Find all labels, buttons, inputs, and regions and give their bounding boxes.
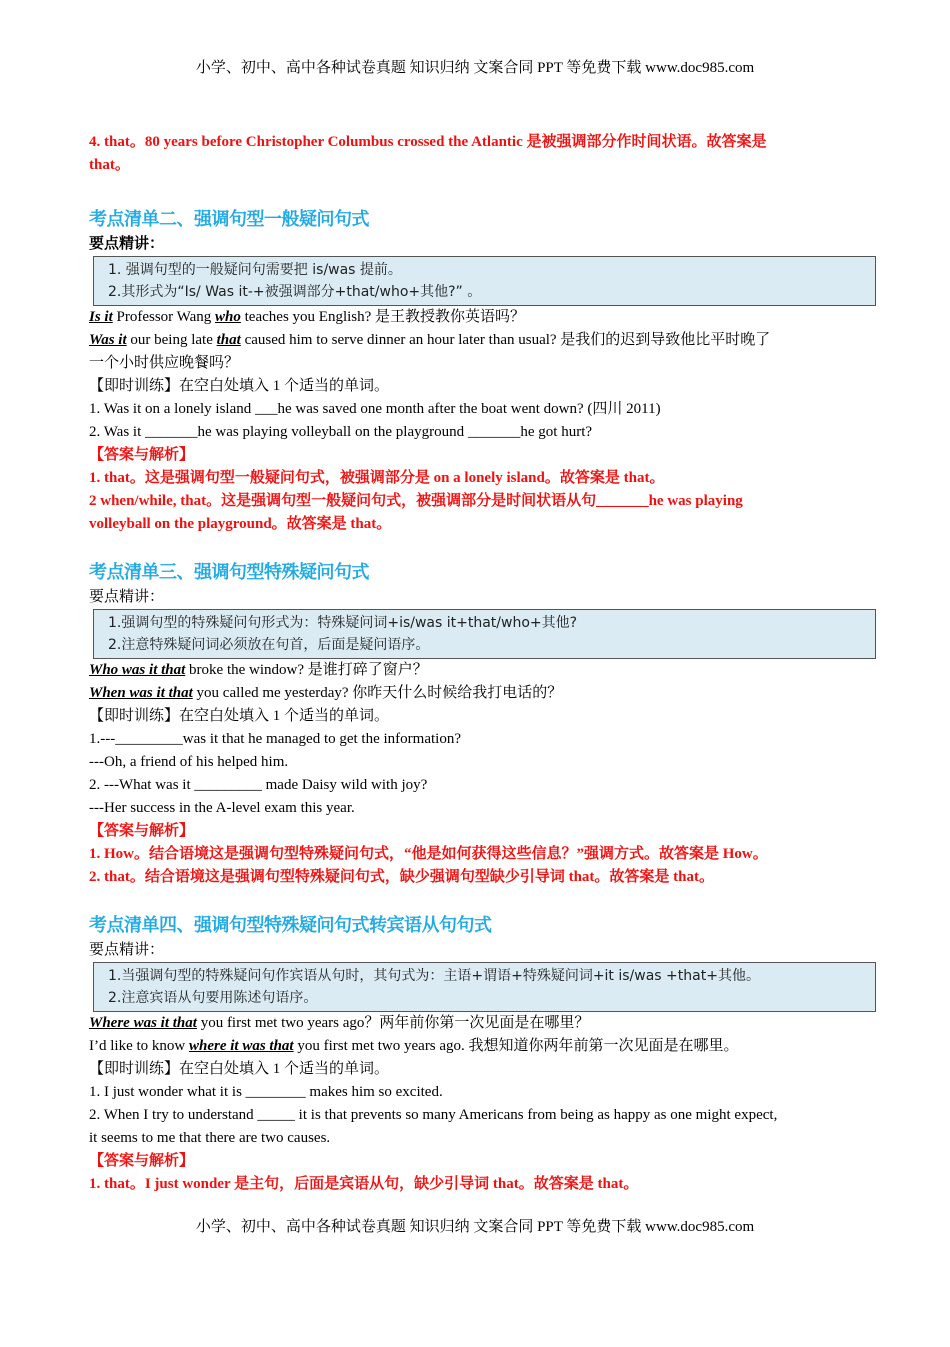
page-footer: 小学、初中、高中各种试卷真题 知识归纳 文案合同 PPT 等免费下载 www.doc985.com bbox=[195, 1219, 755, 1235]
section-2-note-box bbox=[93, 256, 876, 306]
section-2-heading: 考点清单二、强调句型一般疑问句式 bbox=[89, 209, 369, 230]
section-4-heading: 考点清单四、强调句型特殊疑问句式转宾语从句句式 bbox=[89, 915, 492, 936]
emphasis-key: Where was it that bbox=[89, 1015, 197, 1031]
note-item: 1. 强调句型的一般疑问句需要把 is/was 提前。 bbox=[108, 262, 402, 278]
example-text: I’d like to know bbox=[89, 1038, 189, 1054]
answer-item: volleyball on the playground。故答案是 that。 bbox=[89, 516, 392, 532]
section-3-subheading: 要点精讲： bbox=[89, 589, 165, 605]
answer-item: 1. How。结合语境这是强调句型特殊疑问句式，“他是如何获得这些信息？”强调方式。故答案是 How。 bbox=[89, 846, 768, 862]
answer-title: 【答案与解析】 bbox=[89, 447, 195, 463]
practice-question: 1. Was it on a lonely island ___he was saved one month after the boat went down? (四川 2011) bbox=[89, 401, 661, 417]
example-sentence bbox=[89, 659, 879, 682]
answer-title: 【答案与解析】 bbox=[89, 1153, 195, 1169]
practice-title: 【即时训练】在空白处填入 1 个适当的单词。 bbox=[89, 708, 390, 724]
note-item: 1.当强调句型的特殊疑问句作宾语从句时，其句式为：主语+谓语+特殊疑问词+it is/was +that+其他。 bbox=[108, 968, 760, 984]
example-sentence-cont: 一个小时供应晚餐吗？ bbox=[89, 355, 240, 371]
example-text: you called me yesterday? 你昨天什么时候给我打电话的？ bbox=[192, 685, 563, 701]
example-text: you first met two years ago. 我想知道你两年前第一次见面是在哪里。 bbox=[293, 1038, 739, 1054]
example-sentence bbox=[89, 1035, 879, 1058]
example-text: broke the window? 是谁打碎了窗户？ bbox=[185, 662, 428, 678]
example-sentence bbox=[89, 682, 879, 705]
emphasis-key: who bbox=[215, 309, 241, 325]
note-item: 2.注意特殊疑问词必须放在句首，后面是疑问语序。 bbox=[108, 637, 430, 653]
prev-answer-line-2: that。 bbox=[89, 157, 130, 173]
emphasis-key: Is it bbox=[89, 309, 113, 325]
answer-item: 2. that。结合语境这是强调句型特殊疑问句式，缺少强调句型缺少引导词 that。故答案是 that。 bbox=[89, 869, 715, 885]
section-4-subheading: 要点精讲： bbox=[89, 942, 165, 958]
document-body bbox=[89, 131, 879, 1196]
practice-question: 2. When I try to understand _____ it is that prevents so many Americans from being as happy as one might expect, bbox=[89, 1107, 778, 1123]
emphasis-key: When was it that bbox=[89, 685, 193, 701]
practice-question: ---Oh, a friend of his helped him. bbox=[89, 754, 289, 770]
note-item: 2.注意宾语从句要用陈述句语序。 bbox=[108, 990, 318, 1006]
answer-item: 2 when/while, that。这是强调句型一般疑问句式，被强调部分是时间状语从句_______he was playing bbox=[89, 493, 743, 509]
practice-question: it seems to me that there are two causes. bbox=[89, 1130, 331, 1146]
practice-question: 2. Was it _______he was playing volleyball on the playground _______he got hurt? bbox=[89, 424, 593, 440]
example-text: teaches you English? 是王教授教你英语吗？ bbox=[240, 309, 526, 325]
page-header: 小学、初中、高中各种试卷真题 知识归纳 文案合同 PPT 等免费下载 www.doc985.com bbox=[195, 60, 755, 76]
practice-question: 1.---_________was it that he managed to get the information? bbox=[89, 731, 461, 747]
practice-question: 2. ---What was it _________ made Daisy wild with joy? bbox=[89, 777, 428, 793]
practice-question: ---Her success in the A-level exam this year. bbox=[89, 800, 355, 816]
example-text: Professor Wang bbox=[112, 309, 216, 325]
emphasis-key: Was it bbox=[89, 332, 127, 348]
emphasis-key: that bbox=[216, 332, 241, 348]
section-3-note-box bbox=[93, 609, 876, 659]
example-text: our being late bbox=[126, 332, 217, 348]
prev-answer-line-1: 4. that。80 years before Christopher Columbus crossed the Atlantic 是被强调部分作时间状语。故答案是 bbox=[89, 134, 767, 150]
answer-item: 1. that。这是强调句型一般疑问句式，被强调部分是 on a lonely island。故答案是 that。 bbox=[89, 470, 665, 486]
example-sentence bbox=[89, 306, 879, 329]
section-3-heading: 考点清单三、强调句型特殊疑问句式 bbox=[89, 562, 369, 583]
note-item: 2.其形式为“Is/ Was it-+被强调部分+that/who+其他?” 。 bbox=[108, 284, 482, 300]
note-item: 1.强调句型的特殊疑问句形式为：特殊疑问词+is/was it+that/who+其他? bbox=[108, 615, 578, 631]
practice-question: 1. I just wonder what it is ________ makes him so excited. bbox=[89, 1084, 443, 1100]
example-text: you first met two years ago？两年前你第一次见面是在哪里？ bbox=[196, 1015, 590, 1031]
section-4-note-box bbox=[93, 962, 876, 1012]
answer-title: 【答案与解析】 bbox=[89, 823, 195, 839]
practice-title: 【即时训练】在空白处填入 1 个适当的单词。 bbox=[89, 1061, 390, 1077]
answer-item: 1. that。I just wonder 是主句，后面是宾语从句，缺少引导词 that。故答案是 that。 bbox=[89, 1176, 639, 1192]
emphasis-key: Who was it that bbox=[89, 662, 186, 678]
example-sentence bbox=[89, 1012, 879, 1035]
example-text: caused him to serve dinner an hour later than usual? 是我们的迟到导致他比平时晚了 bbox=[240, 332, 771, 348]
example-sentence bbox=[89, 329, 879, 352]
practice-title: 【即时训练】在空白处填入 1 个适当的单词。 bbox=[89, 378, 390, 394]
emphasis-key: where it was that bbox=[188, 1038, 294, 1054]
section-2-subheading: 要点精讲： bbox=[89, 236, 165, 252]
